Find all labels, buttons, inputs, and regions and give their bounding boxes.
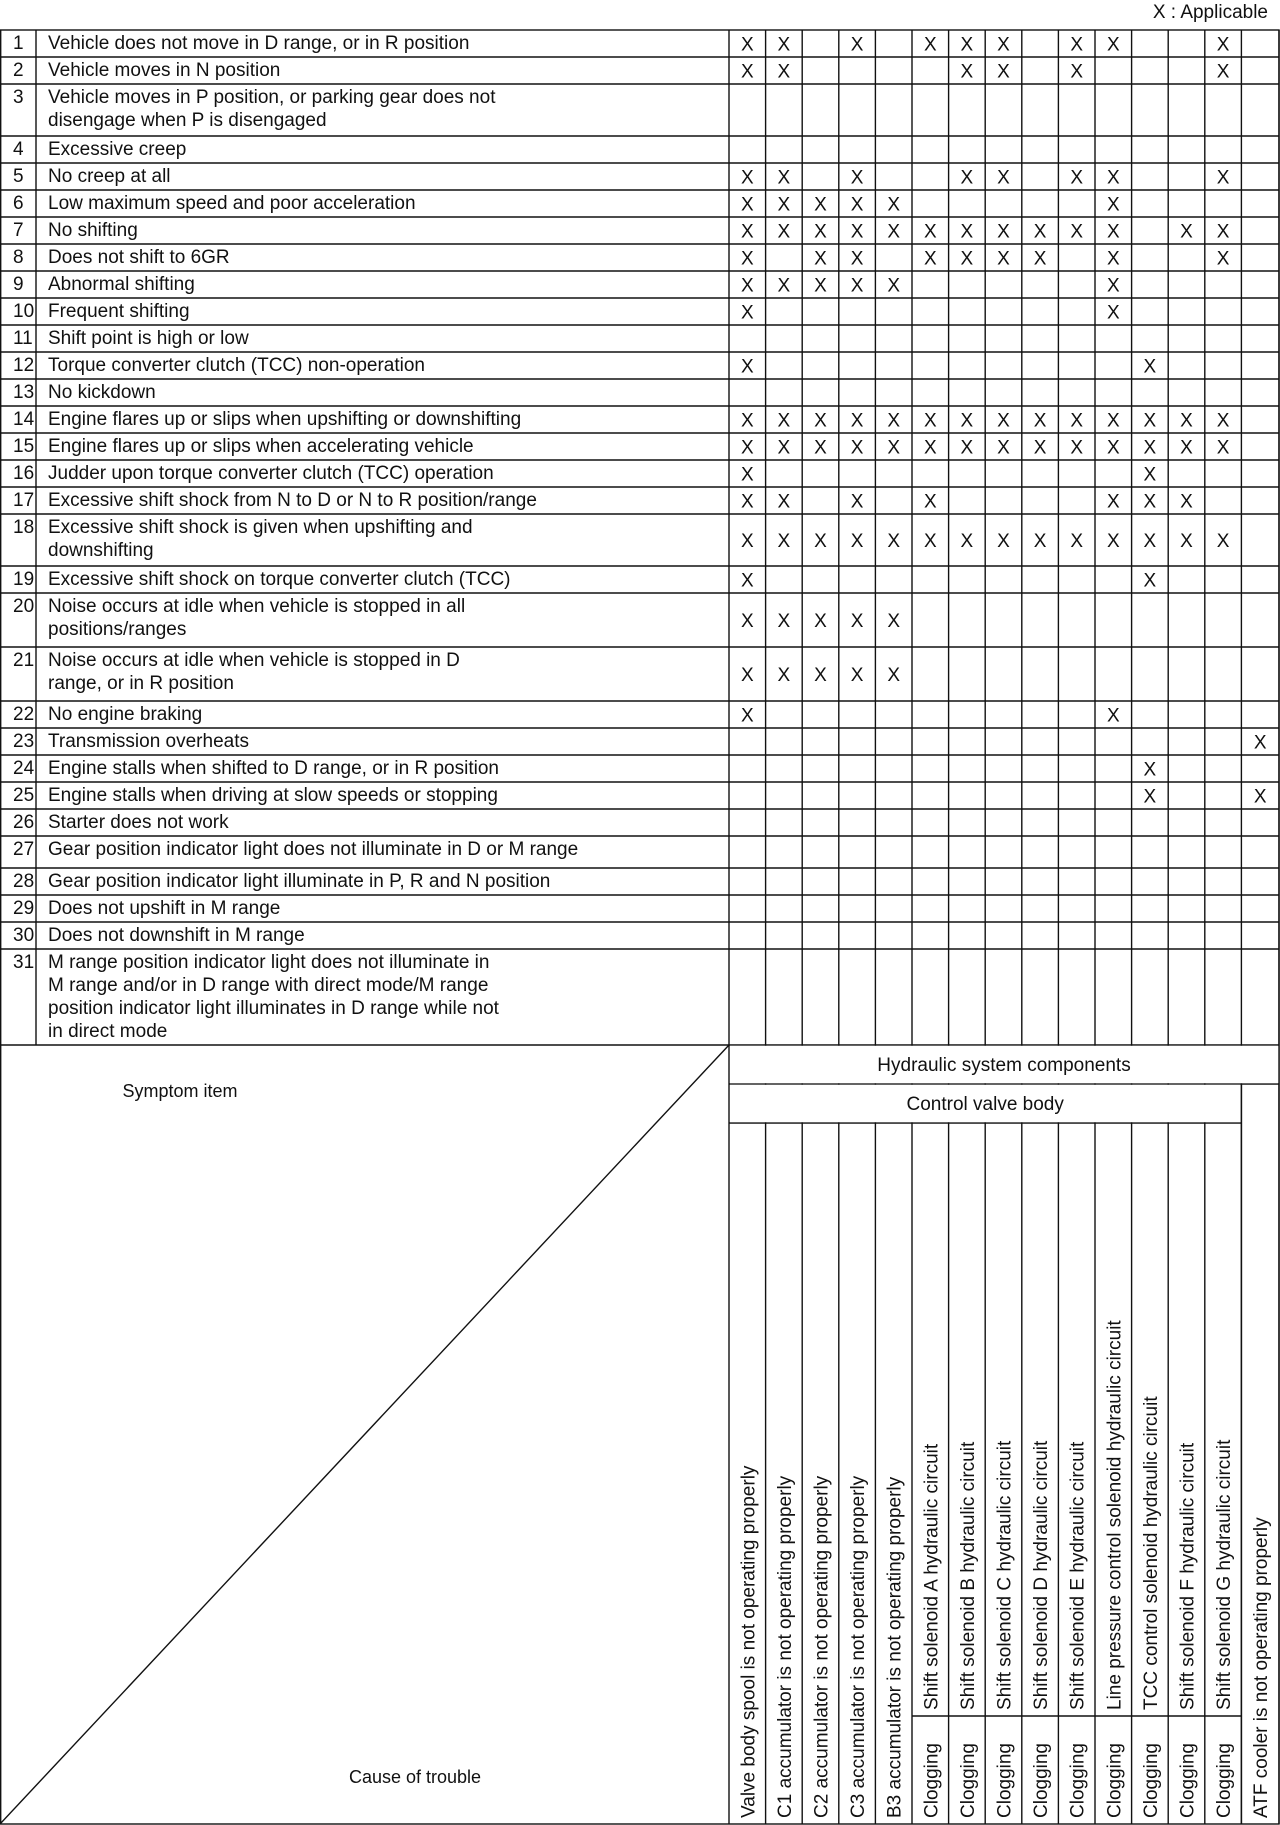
- clogging-label: Clogging: [1140, 1743, 1162, 1818]
- table-row: [13, 409, 521, 430]
- applicable-mark: X: [1143, 570, 1157, 592]
- applicable-mark: X: [850, 665, 864, 686]
- cause-column-label: C2 accumulator is not operating properly: [811, 1475, 833, 1818]
- symptom-text: No engine braking: [48, 704, 203, 725]
- applicable-mark: X: [814, 410, 827, 432]
- row-number: 10: [13, 301, 35, 322]
- table-row: [13, 274, 195, 295]
- table-row: [13, 139, 186, 160]
- applicable-mark: X: [850, 221, 864, 243]
- symptom-text: Engine stalls when shifted to D range, or in R position: [48, 758, 499, 779]
- applicable-mark: X: [777, 275, 791, 297]
- table-row: [13, 785, 498, 806]
- header-diagonal: [0, 1045, 729, 1824]
- applicable-mark: X: [960, 34, 974, 56]
- cause-column-label: Shift solenoid D hydraulic circuit: [1031, 1440, 1053, 1710]
- cause-column-label: ATF cooler is not operating properly: [1251, 1517, 1273, 1818]
- applicable-mark: X: [1106, 221, 1120, 243]
- applicable-mark: X: [887, 410, 901, 432]
- applicable-mark: X: [1216, 531, 1230, 552]
- applicable-mark: X: [740, 665, 754, 686]
- symptom-text: No creep at all: [48, 166, 171, 187]
- group-label: Hydraulic system components: [877, 1055, 1131, 1076]
- cause-column-label: TCC control solenoid hydraulic circuit: [1140, 1396, 1162, 1710]
- symptom-text: Abnormal shifting: [48, 274, 195, 295]
- applicable-mark: X: [850, 611, 864, 632]
- table-row: [13, 704, 202, 725]
- applicable-mark: X: [923, 34, 937, 56]
- table-row: [13, 193, 416, 214]
- applicable-mark: X: [777, 61, 791, 83]
- applicable-mark: X: [814, 437, 827, 459]
- clogging-label: Clogging: [957, 1743, 979, 1818]
- cause-column-label: C1 accumulator is not operating properly: [774, 1475, 796, 1818]
- row-number: 8: [13, 247, 24, 268]
- applicable-mark: X: [814, 611, 827, 632]
- symptom-text: Excessive creep: [48, 139, 187, 160]
- row-number: 7: [13, 220, 24, 241]
- applicable-mark: X: [1143, 437, 1157, 459]
- row-number: 30: [13, 925, 35, 946]
- symptom-text: Excessive shift shock is given when upshifting and: [48, 517, 473, 538]
- applicable-mark: X: [740, 570, 754, 592]
- table-row: [13, 490, 537, 511]
- applicable-mark: X: [1106, 275, 1120, 297]
- applicable-mark: X: [960, 61, 974, 83]
- table-row: [13, 463, 494, 484]
- applicable-mark: X: [850, 34, 864, 56]
- table-header: [122, 1055, 1272, 1818]
- row-number: 12: [13, 355, 35, 376]
- applicable-mark: X: [960, 167, 974, 189]
- applicable-mark: X: [777, 410, 791, 432]
- cause-column-label: Shift solenoid B hydraulic circuit: [957, 1441, 979, 1710]
- applicable-mark: X: [1143, 410, 1157, 432]
- applicable-mark: X: [997, 248, 1010, 270]
- clogging-label: Clogging: [994, 1743, 1016, 1818]
- cause-column-label: Shift solenoid C hydraulic circuit: [994, 1440, 1016, 1710]
- symptom-text: Shift point is high or low: [48, 328, 249, 349]
- row-number: 3: [13, 87, 24, 108]
- symptom-text: Does not upshift in M range: [48, 898, 281, 919]
- applicable-mark: X: [740, 705, 754, 727]
- applicable-mark: X: [740, 194, 754, 216]
- applicable-mark: X: [997, 34, 1010, 56]
- applicable-mark: X: [740, 491, 754, 513]
- cause-column-label: Shift solenoid A hydraulic circuit: [921, 1443, 943, 1710]
- applicable-mark: X: [887, 275, 901, 297]
- applicable-mark: X: [1106, 410, 1120, 432]
- applicable-mark: X: [740, 531, 754, 552]
- applicable-mark: X: [740, 611, 754, 632]
- table-row: [13, 33, 469, 54]
- cause-column-label: Shift solenoid E hydraulic circuit: [1067, 1441, 1089, 1710]
- applicable-mark: X: [1180, 531, 1193, 552]
- applicable-mark: X: [923, 437, 937, 459]
- symptom-text: Engine flares up or slips when accelerating vehicle: [48, 436, 474, 457]
- symptom-text: disengage when P is disengaged: [48, 110, 327, 131]
- applicable-mark: X: [814, 194, 827, 216]
- table-row: [13, 517, 473, 561]
- row-number: 9: [13, 274, 24, 295]
- applicable-mark: X: [923, 410, 937, 432]
- row-number: 15: [13, 436, 35, 457]
- applicable-marks: [741, 35, 1267, 808]
- row-number: 4: [13, 139, 24, 160]
- table-row: [13, 731, 249, 752]
- applicable-mark: X: [777, 34, 791, 56]
- table-row: [13, 436, 474, 457]
- symptom-text: Gear position indicator light does not illuminate in D or M range: [48, 839, 579, 860]
- table-row: [13, 596, 465, 640]
- table-row: [13, 925, 305, 946]
- applicable-mark: X: [960, 248, 974, 270]
- symptom-text: Excessive shift shock from N to D or N to R position/range: [48, 490, 537, 511]
- applicable-mark: X: [887, 437, 901, 459]
- applicable-mark: X: [1106, 705, 1120, 727]
- applicable-mark: X: [1143, 464, 1157, 486]
- clogging-label: Clogging: [921, 1743, 943, 1818]
- table-row: [13, 60, 280, 81]
- row-number: 22: [13, 704, 35, 725]
- applicable-mark: X: [777, 611, 791, 632]
- table-row: [13, 812, 229, 833]
- applicable-mark: X: [740, 221, 754, 243]
- applicable-mark: X: [960, 221, 974, 243]
- applicable-legend: X : Applicable: [1152, 2, 1268, 23]
- row-number: 16: [13, 463, 35, 484]
- symptom-text: Low maximum speed and poor acceleration: [48, 193, 416, 214]
- applicable-mark: X: [740, 167, 754, 189]
- applicable-mark: X: [923, 531, 937, 552]
- applicable-mark: X: [814, 221, 827, 243]
- clogging-label: Clogging: [1214, 1743, 1236, 1818]
- applicable-mark: X: [1143, 356, 1157, 378]
- row-number: 18: [13, 517, 35, 538]
- applicable-mark: X: [960, 410, 974, 432]
- table-row: [13, 87, 496, 131]
- symptom-text: range, or in R position: [48, 673, 234, 694]
- applicable-mark: X: [814, 275, 827, 297]
- applicable-mark: X: [777, 167, 791, 189]
- row-number: 24: [13, 758, 35, 779]
- applicable-mark: X: [777, 531, 791, 552]
- clogging-label: Clogging: [1067, 1743, 1089, 1818]
- applicable-mark: X: [1216, 167, 1230, 189]
- symptom-text: Engine flares up or slips when upshifting or downshifting: [48, 409, 522, 430]
- symptom-text: in direct mode: [48, 1021, 168, 1042]
- cause-column-label: B3 accumulator is not operating properly: [884, 1476, 906, 1818]
- applicable-mark: X: [814, 665, 827, 686]
- applicable-mark: X: [1180, 491, 1193, 513]
- applicable-mark: X: [1106, 531, 1120, 552]
- symptom-text: M range position indicator light does not illuminate in: [48, 952, 490, 973]
- table-row: [13, 247, 230, 268]
- applicable-mark: X: [777, 221, 791, 243]
- applicable-mark: X: [850, 491, 864, 513]
- applicable-mark: X: [887, 194, 901, 216]
- table-row: [13, 355, 425, 376]
- applicable-mark: X: [887, 665, 901, 686]
- row-number: 20: [13, 596, 35, 617]
- row-number: 29: [13, 898, 35, 919]
- applicable-mark: X: [740, 410, 754, 432]
- applicable-mark: X: [997, 410, 1010, 432]
- applicable-mark: X: [1106, 34, 1120, 56]
- symptom-rows: [13, 33, 578, 1042]
- applicable-mark: X: [1033, 437, 1047, 459]
- applicable-mark: X: [740, 61, 754, 83]
- row-number: 17: [13, 490, 35, 511]
- symptom-text: M range and/or in D range with direct mode/M range: [48, 975, 489, 996]
- applicable-mark: X: [1106, 491, 1120, 513]
- cause-column-label: Line pressure control solenoid hydraulic circuit: [1104, 1320, 1126, 1710]
- symptom-text: positions/ranges: [48, 619, 187, 640]
- applicable-mark: X: [1033, 248, 1047, 270]
- applicable-mark: X: [740, 248, 754, 270]
- applicable-mark: X: [887, 611, 901, 632]
- row-number: 6: [13, 193, 24, 214]
- applicable-mark: X: [1070, 167, 1084, 189]
- applicable-mark: X: [1106, 167, 1120, 189]
- applicable-mark: X: [740, 437, 754, 459]
- applicable-mark: X: [1253, 732, 1267, 754]
- applicable-mark: X: [1253, 786, 1267, 808]
- symptom-text: downshifting: [48, 540, 154, 561]
- row-number: 11: [13, 328, 33, 349]
- applicable-mark: X: [777, 491, 791, 513]
- applicable-mark: X: [850, 275, 864, 297]
- symptom-text: Does not shift to 6GR: [48, 247, 230, 268]
- applicable-mark: X: [887, 221, 901, 243]
- applicable-mark: X: [1070, 221, 1084, 243]
- applicable-mark: X: [960, 531, 974, 552]
- applicable-mark: X: [997, 531, 1010, 552]
- applicable-mark: X: [1143, 531, 1157, 552]
- subgroup-label: Control valve body: [906, 1094, 1064, 1115]
- symptom-text: Gear position indicator light illuminate in P, R and N position: [48, 871, 551, 892]
- table-row: [13, 569, 511, 590]
- applicable-mark: X: [1033, 410, 1047, 432]
- symptom-text: Frequent shifting: [48, 301, 190, 322]
- applicable-mark: X: [777, 665, 791, 686]
- row-number: 28: [13, 871, 35, 892]
- clogging-label: Clogging: [1031, 1743, 1053, 1818]
- applicable-mark: X: [777, 194, 791, 216]
- symptom-table: [0, 29, 1280, 1825]
- applicable-mark: X: [1143, 491, 1157, 513]
- row-number: 13: [13, 382, 35, 403]
- applicable-mark: X: [850, 531, 864, 552]
- symptom-text: Torque converter clutch (TCC) non-operation: [48, 355, 426, 376]
- applicable-mark: X: [1106, 248, 1120, 270]
- table-row: [13, 839, 578, 860]
- applicable-mark: X: [740, 464, 754, 486]
- symptom-text: Engine stalls when driving at slow speeds or stopping: [48, 785, 498, 806]
- symptom-text: Judder upon torque converter clutch (TCC) operation: [48, 463, 494, 484]
- table-row: [13, 382, 156, 403]
- applicable-mark: X: [1106, 194, 1120, 216]
- applicable-mark: X: [850, 194, 864, 216]
- applicable-mark: X: [1216, 61, 1230, 83]
- symptom-text: Noise occurs at idle when vehicle is stopped in all: [48, 596, 466, 617]
- applicable-mark: X: [1180, 437, 1193, 459]
- applicable-mark: X: [777, 437, 791, 459]
- table-row: [13, 301, 190, 322]
- applicable-mark: X: [850, 167, 864, 189]
- applicable-mark: X: [997, 61, 1010, 83]
- applicable-mark: X: [1070, 531, 1084, 552]
- symptom-item-label: Symptom item: [122, 1081, 238, 1101]
- symptom-text: No shifting: [48, 220, 138, 241]
- applicable-mark: X: [740, 275, 754, 297]
- applicable-mark: X: [1106, 302, 1120, 324]
- symptom-text: Vehicle moves in N position: [48, 60, 281, 81]
- table-row: [13, 871, 550, 892]
- row-number: 1: [13, 33, 24, 54]
- row-number: 14: [13, 409, 35, 430]
- applicable-mark: X: [1216, 410, 1230, 432]
- row-number: 31: [13, 952, 35, 973]
- applicable-mark: X: [887, 531, 901, 552]
- cause-column-label: C3 accumulator is not operating properly: [848, 1475, 870, 1818]
- applicable-mark: X: [1070, 61, 1084, 83]
- table-row: [13, 898, 280, 919]
- symptom-text: position indicator light illuminates in D range while not: [48, 998, 499, 1019]
- table-row: [13, 650, 460, 694]
- row-number: 26: [13, 812, 35, 833]
- applicable-mark: X: [1033, 531, 1047, 552]
- cause-column-label: Shift solenoid F hydraulic circuit: [1177, 1442, 1199, 1710]
- applicable-mark: X: [997, 221, 1010, 243]
- symptom-text: Noise occurs at idle when vehicle is stopped in D: [48, 650, 460, 671]
- applicable-mark: X: [1106, 437, 1120, 459]
- applicable-mark: X: [960, 437, 974, 459]
- applicable-mark: X: [923, 248, 937, 270]
- cause-column-label: Valve body spool is not operating properly: [738, 1465, 760, 1818]
- symptom-text: Vehicle moves in P position, or parking gear does not: [48, 87, 496, 108]
- symptom-text: Vehicle does not move in D range, or in R position: [48, 33, 470, 54]
- row-number: 23: [13, 731, 35, 752]
- cause-column-label: Shift solenoid G hydraulic circuit: [1214, 1439, 1236, 1710]
- symptom-text: No kickdown: [48, 382, 156, 403]
- applicable-mark: X: [923, 221, 937, 243]
- applicable-mark: X: [1216, 221, 1230, 243]
- row-number: 2: [13, 60, 24, 81]
- row-number: 19: [13, 569, 35, 590]
- row-number: 27: [13, 839, 35, 860]
- applicable-mark: X: [850, 248, 864, 270]
- clogging-label: Clogging: [1177, 1743, 1199, 1818]
- applicable-mark: X: [1070, 410, 1084, 432]
- applicable-mark: X: [814, 248, 827, 270]
- symptom-text: Transmission overheats: [48, 731, 249, 752]
- applicable-mark: X: [1216, 34, 1230, 56]
- table-row: [13, 758, 499, 779]
- symptom-text: Does not downshift in M range: [48, 925, 305, 946]
- applicable-mark: X: [923, 491, 937, 513]
- applicable-mark: X: [1143, 786, 1157, 808]
- row-number: 25: [13, 785, 35, 806]
- applicable-mark: X: [1216, 437, 1230, 459]
- applicable-mark: X: [1033, 221, 1047, 243]
- applicable-mark: X: [740, 302, 754, 324]
- applicable-mark: X: [1143, 759, 1157, 781]
- clogging-label: Clogging: [1104, 1743, 1126, 1818]
- applicable-mark: X: [740, 356, 754, 378]
- applicable-mark: X: [1070, 437, 1084, 459]
- cause-of-trouble-label: Cause of trouble: [348, 1767, 482, 1787]
- symptom-text: Excessive shift shock on torque converter clutch (TCC): [48, 569, 511, 590]
- table-row: [13, 952, 500, 1042]
- applicable-mark: X: [1070, 34, 1084, 56]
- applicable-mark: X: [997, 167, 1010, 189]
- table-row: [13, 220, 138, 241]
- applicable-mark: X: [1180, 410, 1193, 432]
- applicable-mark: X: [740, 34, 754, 56]
- table-row: [13, 328, 249, 349]
- applicable-mark: X: [1180, 221, 1193, 243]
- applicable-mark: X: [814, 531, 827, 552]
- applicable-mark: X: [850, 410, 864, 432]
- symptom-text: Starter does not work: [48, 812, 229, 833]
- applicable-mark: X: [850, 437, 864, 459]
- applicable-mark: X: [1216, 248, 1230, 270]
- row-number: 5: [13, 166, 24, 187]
- applicable-mark: X: [997, 437, 1010, 459]
- row-number: 21: [13, 650, 35, 671]
